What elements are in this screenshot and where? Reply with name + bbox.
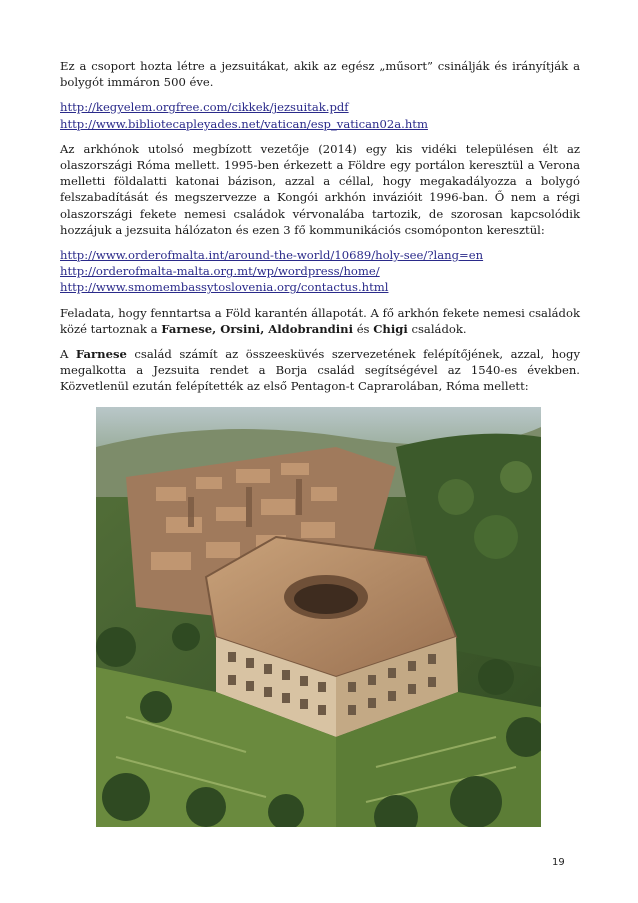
link-jezsuitak-pdf[interactable]: http://kegyelem.orgfree.com/cikkek/jezsuitak.pdf [60,100,349,115]
paragraph-2: Az arkhónok utolsó megbízott vezetője (2014) egy kis vidéki településen élt az olaszországi Róma mellett. 1995-ben érkezett a Földre egy portálon keresztül a Verona melletti földalatti katonai bázison, azzal a céllal, hogy megakadályozza a bolygó felszabadítását és megszervezze a Kongói arkhón invázióit 1996-ban. Ő nem a régi olaszországi fekete nemesi családok vérvonalába tartozik, de szorosan kapcsolódik hozzájuk a jezsuita hálózaton és ezen 3 fő kommunikációs csomóponton keresztül: [60,141,580,237]
paragraph-3-end: családok. [407,321,467,336]
page-number: 19 [552,857,565,868]
link-bibliotecapleyades[interactable]: http://www.bibliotecapleyades.net/vatican/esp_vatican02a.htm [60,116,428,131]
paragraph-4-text-a: A [60,347,76,362]
link-orderofmalta-malta[interactable]: http://orderofmalta-malta.org.mt/wp/wordpress/home/ [60,264,380,279]
family-names-bold: Farnese, Orsini, Aldobrandini [161,321,354,336]
family-farnese-bold: Farnese [75,347,127,362]
aerial-photo [96,407,541,827]
paragraph-4-text-b: család számít az összeesküvés szervezetének felépítőjének, azzal, hogy megalkotta a Jezsuita rendet a Borja család segítségével az 1540-es években. Közvetlenül ezután felépítették az első Pentagon-t Caprarolában, Róma mellett: [60,347,581,394]
paragraph-1: Ez a csoport hozta létre a jezsuitákat, akik az egész „műsort” csinálják és irányítják a bolygót immáron 500 éve. [60,59,580,90]
link-orderofmalta-int[interactable]: http://www.orderofmalta.int/around-the-world/10689/holy-see/?lang=en [60,248,484,263]
link-smomembassy[interactable]: http://www.smomembassytoslovenia.org/contactus.html [60,280,389,295]
paragraph-3-text-a: Feladata, hogy fenntartsa a Föld karantén állapotát. A fő arkhón fekete nemesi családok közé tartoznak a [60,305,580,336]
family-chigi-bold: Chigi [373,321,408,336]
paragraph-3-and: és [353,321,374,336]
paragraph-4 [60,346,580,395]
document-page [60,58,580,395]
villa-farnese-illustration [96,407,541,827]
paragraph-3 [60,305,580,337]
